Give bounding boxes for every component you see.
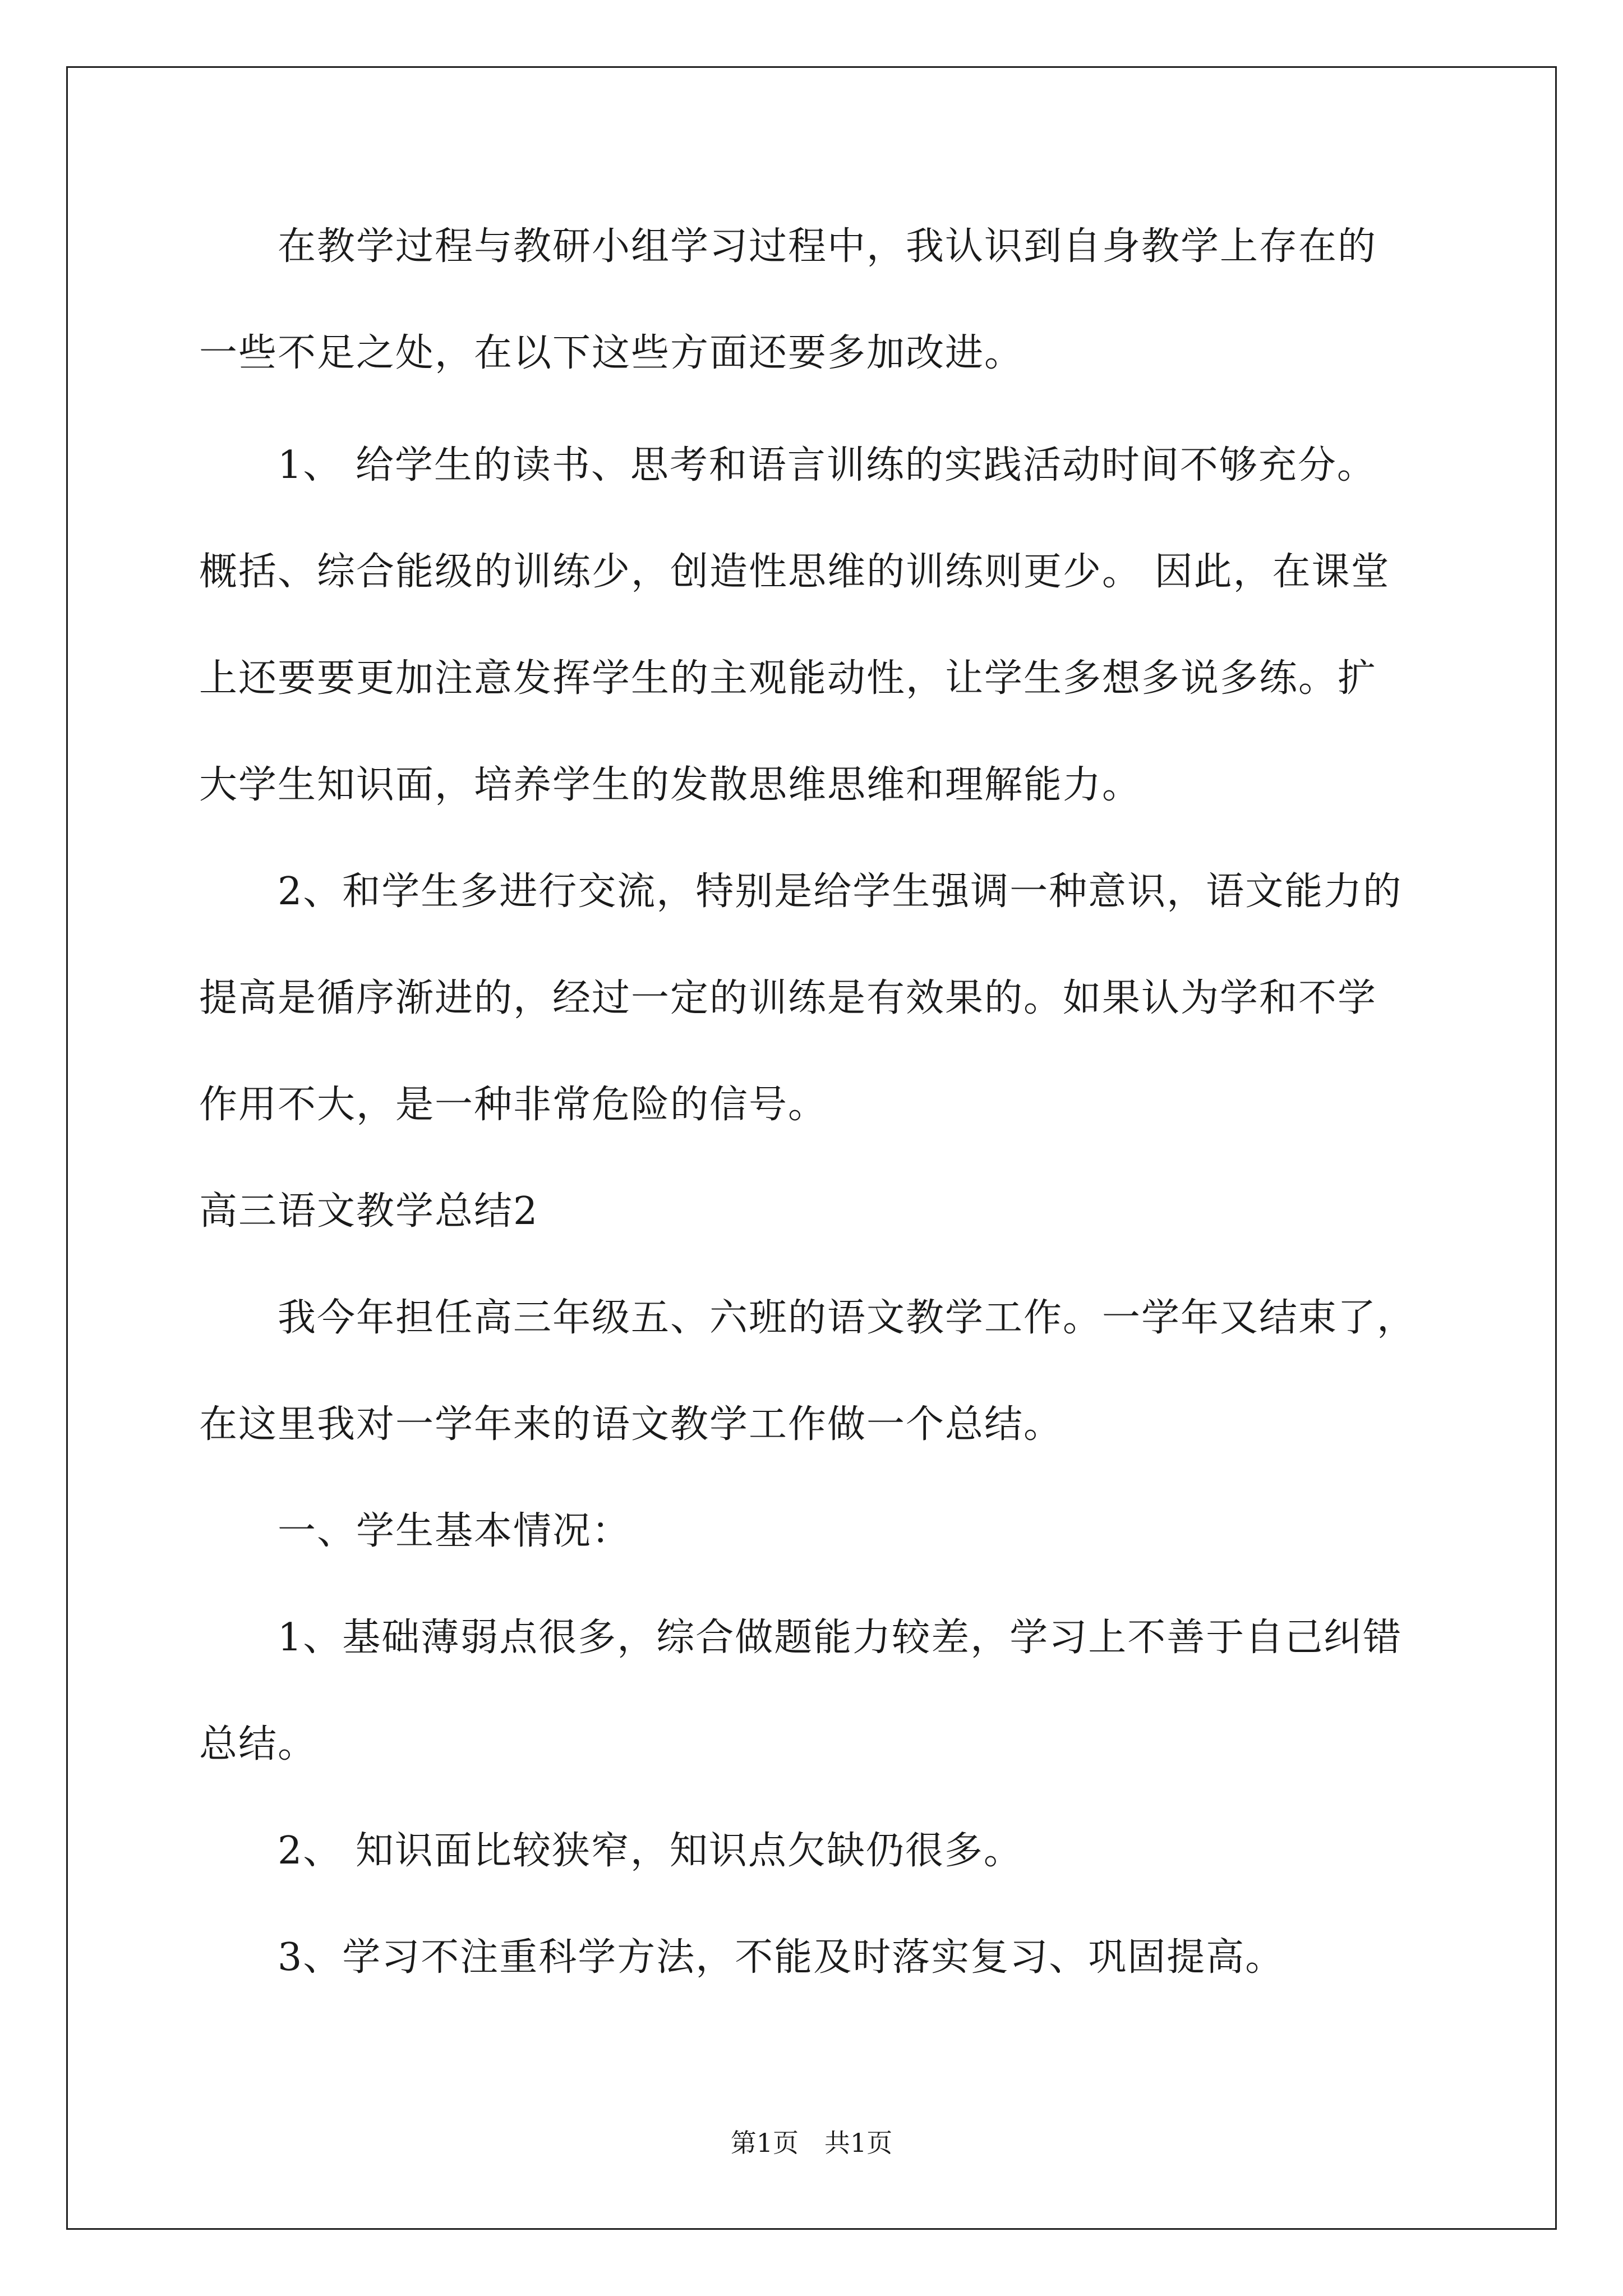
paragraph-line: 提高是循序渐进的，经过一定的训练是有效果的。如果认为学和不学: [199, 976, 1377, 1020]
paragraph-line: 2、 知识面比较狭窄，知识点欠缺仍很多。: [199, 1829, 1023, 1873]
paragraph-line: 3、学习不注重科学方法，不能及时落实复习、巩固提高。: [199, 1935, 1285, 1980]
paragraph-line: 大学生知识面，培养学生的发散思维思维和理解能力。: [199, 763, 1142, 807]
paragraph-line: 作用不大，是一种非常危险的信号。: [199, 1083, 828, 1127]
paragraph-line: 概括、综合能级的训练少，创造性思维的训练则更少。 因此，在课堂: [199, 550, 1390, 594]
paragraph-line: 一些不足之处，在以下这些方面还要多加改进。: [199, 331, 1024, 375]
paragraph-line: 1、基础薄弱点很多，综合做题能力较差，学习上不善于自己纠错: [199, 1616, 1403, 1660]
paragraph-line: 上还要要更加注意发挥学生的主观能动性，让学生多想多说多练。扩: [199, 656, 1377, 701]
section-heading: 高三语文教学总结2: [199, 1189, 539, 1234]
page-border: [66, 66, 1557, 2230]
paragraph-line: 在教学过程与教研小组学习过程中，我认识到自身教学上存在的: [199, 224, 1377, 269]
paragraph-line: 在这里我对一学年来的语文教学工作做一个总结。: [199, 1402, 1063, 1447]
paragraph-line: 1、 给学生的读书、思考和语言训练的实践活动时间不够充分。: [199, 443, 1376, 487]
paragraph-line: 2、和学生多进行交流，特别是给学生强调一种意识，语文能力的: [199, 869, 1403, 914]
paragraph-line: 总结。: [199, 1722, 317, 1766]
page-number-footer: 第1页 共1页: [730, 2128, 893, 2158]
paragraph-line: 一、学生基本情况：: [199, 1509, 631, 1553]
paragraph-line: 我今年担任高三年级五、六班的语文教学工作。一学年又结束了，: [199, 1296, 1417, 1340]
